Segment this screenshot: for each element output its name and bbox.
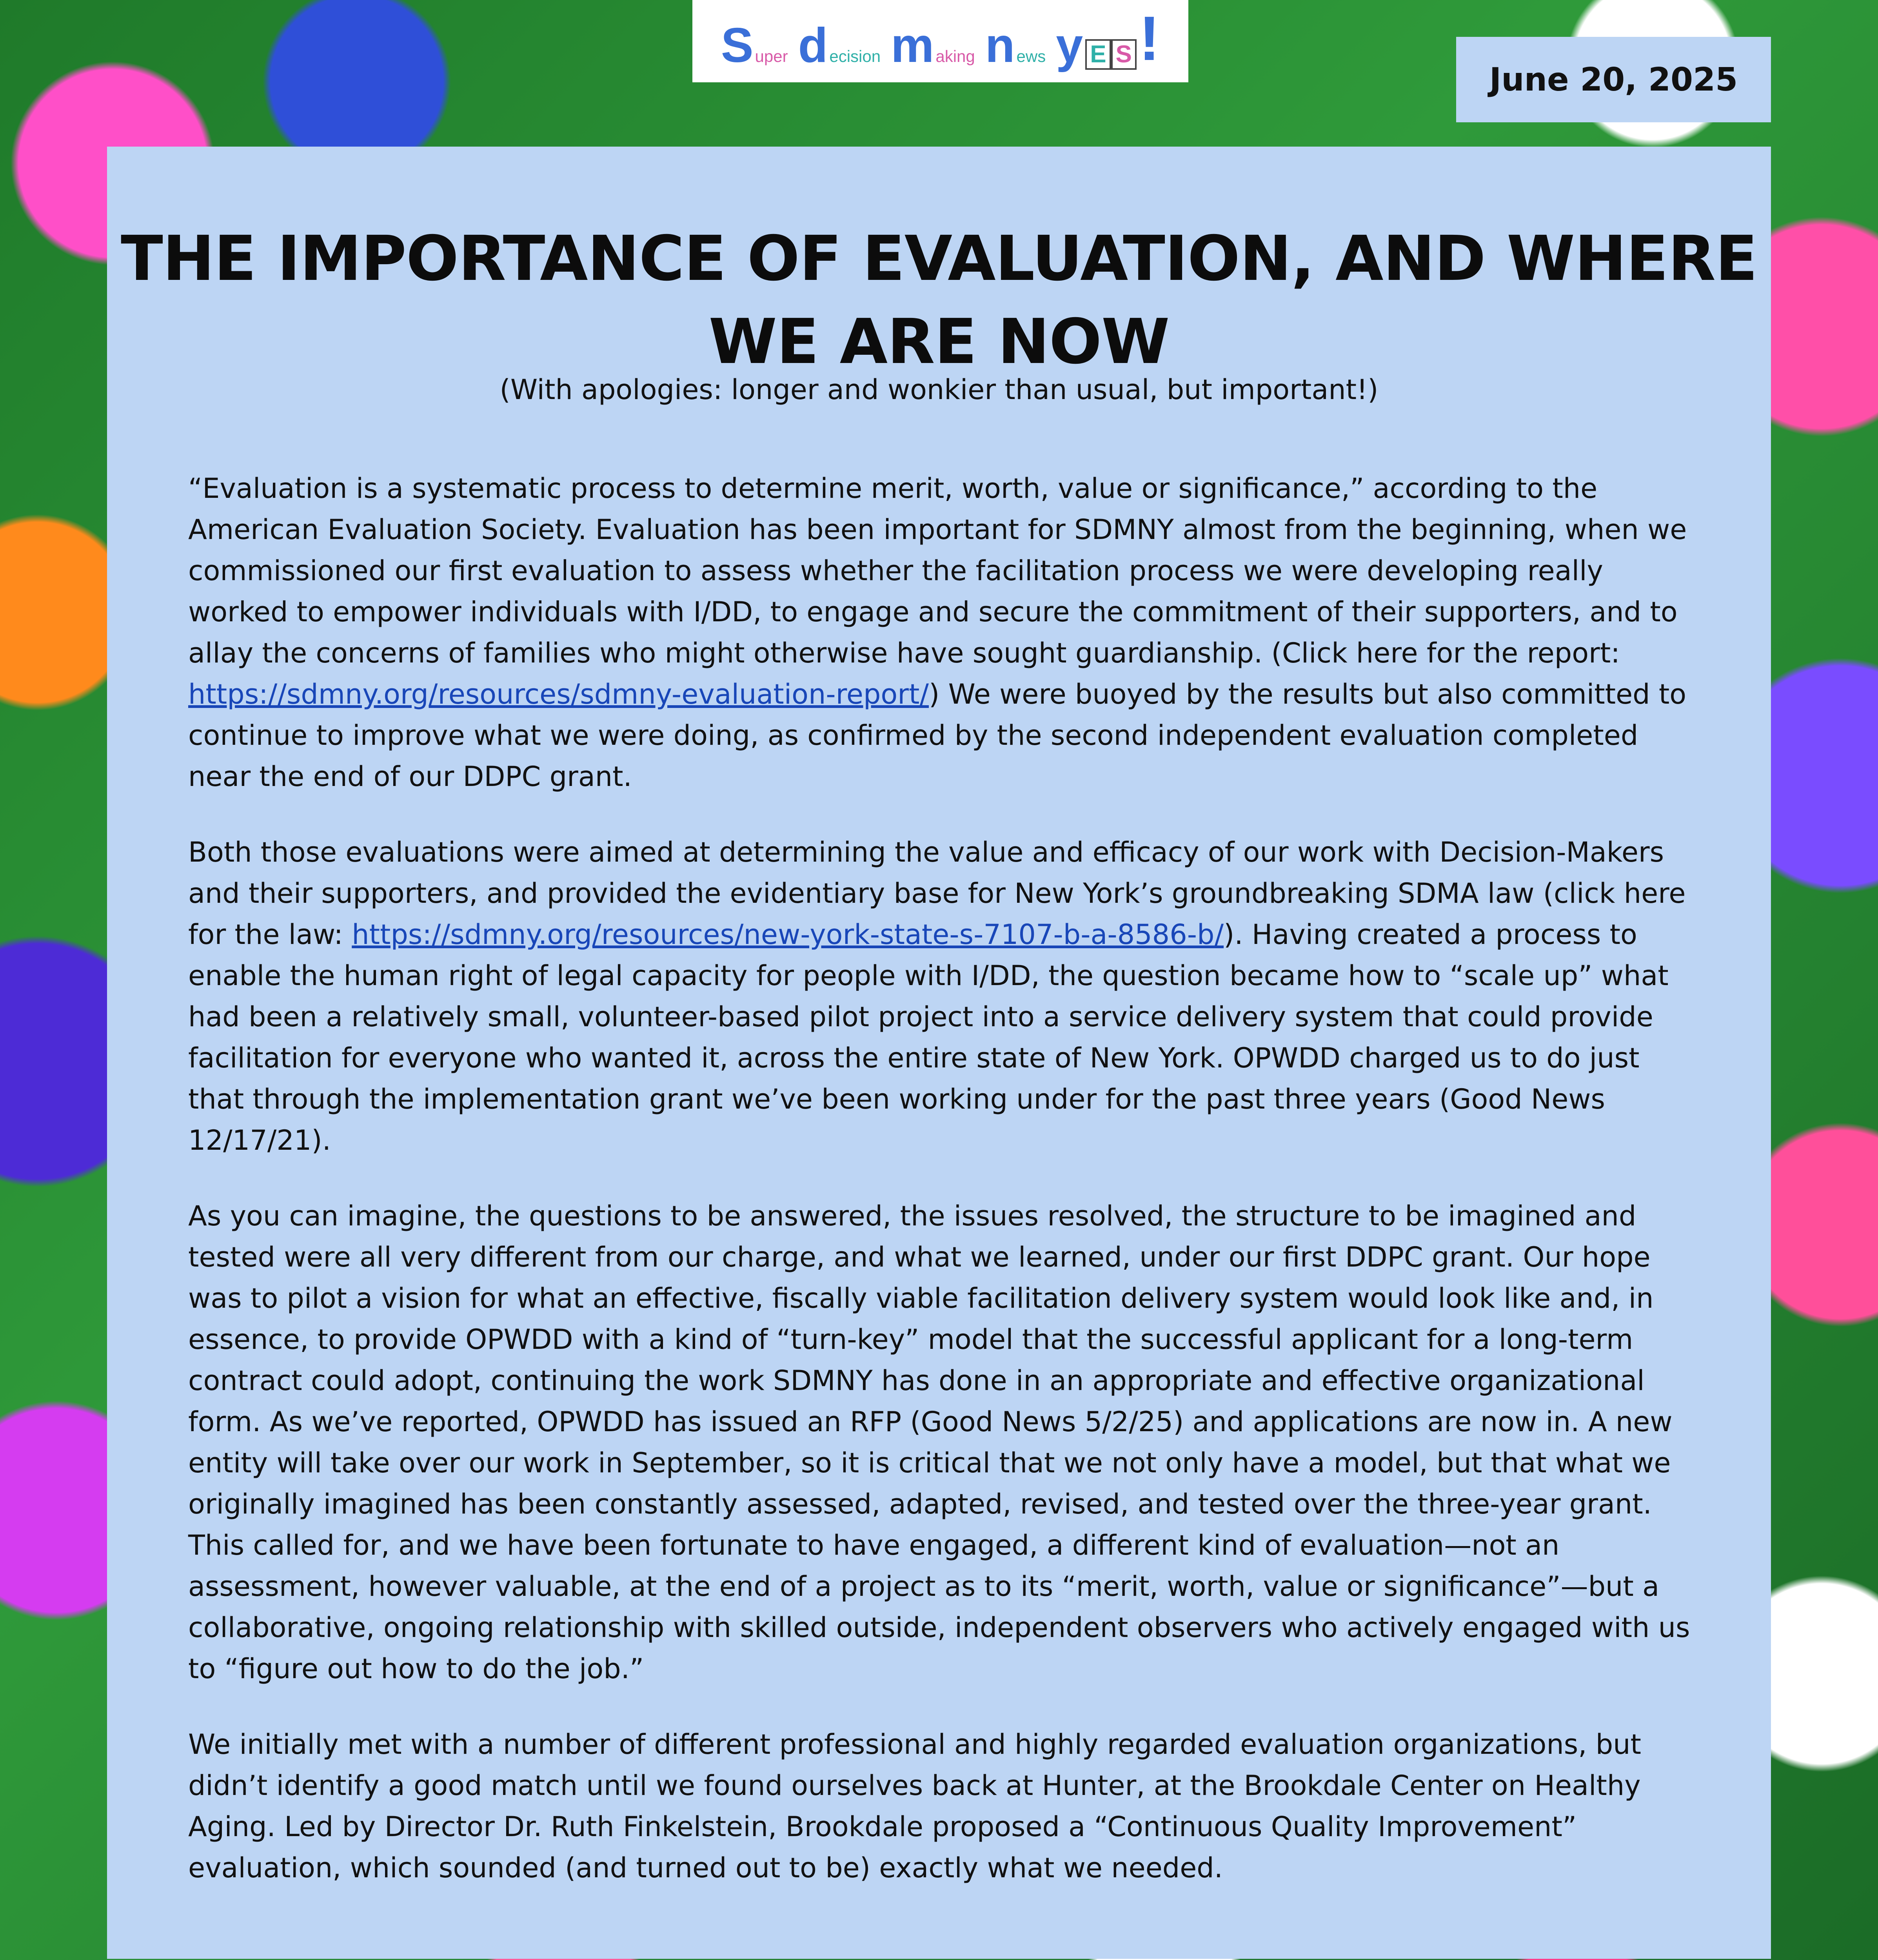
sdma-law-link[interactable]: https://sdmny.org/resources/new-york-state-s-7107-b-a-8586-b/ bbox=[352, 918, 1224, 951]
masthead-word-decision bbox=[798, 18, 881, 73]
evaluation-report-link[interactable]: https://sdmny.org/resources/sdmny-evaluation-report/ bbox=[188, 678, 929, 710]
masthead-suffix: ecision bbox=[829, 47, 881, 65]
paragraph-1-text-a: “Evaluation is a systematic process to determine merit, worth, value or significance,” according to the American Evaluation Society. Evaluation has been important for SDMNY almost from the beginning, when we commissioned our first evaluation to assess whether the facilitation process we were developing really worked to empower individuals with I/DD, to engage and secure the commitment of their supporters, and to allay the concerns of families who might otherwise have sought guardianship. (Click here for the report: bbox=[188, 472, 1687, 669]
masthead-letter: d bbox=[798, 18, 828, 73]
article-body bbox=[188, 468, 1694, 1923]
paragraph-4: We initially met with a number of different professional and highly regarded evaluation organizations, but didn’t identify a good match until we found ourselves back at Hunter, at the Brookdale Center on Healthy Aging. Led by Director Dr. Ruth Finkelstein, Brookdale proposed a “Continuous Quality Improvement” evaluation, which sounded (and turned out to be) exactly what we needed. bbox=[188, 1728, 1641, 1884]
paragraph-2-text-b: ). Having created a process to enable the human right of legal capacity for people with I/DD, the question became how to “scale up” what had been a relatively small, volunteer-based pilot project into a service delivery system that could provide facilitation for everyone who wanted it, across the entire state of New York. OPWDD charged us to do just that through the implementation grant we’ve been working under for the past three years (Good News 12/17/21). bbox=[188, 918, 1669, 1156]
article-title: THE IMPORTANCE OF EVALUATION, AND WHERE WE ARE NOW bbox=[121, 223, 1757, 378]
masthead-suffix: ews bbox=[1016, 47, 1046, 65]
masthead-letter: m bbox=[891, 18, 934, 73]
masthead-word-making bbox=[891, 18, 975, 73]
paragraph-2-text-a: Both those evaluations were aimed at determining the value and efficacy of our work with Decision-Makers and their supporters, and provided the evidentiary base for New York’s groundbreaking SDMA law (click here for the law: bbox=[188, 836, 1686, 951]
masthead-letter: S bbox=[721, 18, 754, 73]
masthead-suffix: uper bbox=[755, 47, 788, 65]
paragraph-1 bbox=[188, 468, 1694, 797]
masthead-letter: n bbox=[985, 18, 1015, 73]
paragraph-2 bbox=[188, 832, 1694, 1161]
masthead-yes-s: S bbox=[1111, 39, 1137, 70]
paragraph-1-text-b: ) We were buoyed by the results but also committed to continue to improve what we were doing, as confirmed by the second independent evaluation completed near the end of our DDPC grant. bbox=[188, 678, 1687, 793]
article-subtitle: (With apologies: longer and wonkier than usual, but important!) bbox=[499, 374, 1379, 406]
article-panel bbox=[107, 147, 1771, 1959]
masthead-yes-e: E bbox=[1085, 39, 1111, 70]
masthead-word-super bbox=[721, 18, 788, 73]
masthead-yes-bang: ! bbox=[1139, 3, 1160, 73]
masthead-yes bbox=[1056, 3, 1160, 73]
issue-date bbox=[1456, 37, 1771, 122]
paragraph-3: As you can imagine, the questions to be answered, the issues resolved, the structure to be imagined and tested were all very different from our charge, and what we learned, under our first DDPC grant. Our hope was to pilot a vision for what an effective, fiscally viable facilitation delivery system would look like and, in essence, to provide OPWDD with a kind of “turn-key” model that the successful applicant for a long-term contract could adopt, continuing the work SDMNY has done in an appropriate and effective organizational form. As we’ve reported, OPWDD has issued an RFP (Good News 5/2/25) and applications are now in. A new entity will take over our work in September, so it is critical that we not only have a model, but that what we originally imagined has been constantly assessed, adapted, revised, and tested over the three-year grant. This called for, and we have been fortunate to have engaged, a different kind of evaluation—not an assessment, however valuable, at the end of a project as to its “merit, worth, value or significance”—but a collaborative, ongoing relationship with skilled outside, independent observers who actively engaged with us to “figure out how to do the job.” bbox=[188, 1200, 1690, 1685]
masthead-logo bbox=[692, 0, 1188, 82]
issue-date-text: June 20, 2025 bbox=[1489, 61, 1738, 98]
masthead-suffix: aking bbox=[935, 47, 975, 65]
masthead-word-news bbox=[985, 18, 1046, 73]
masthead-yes-y: y bbox=[1056, 18, 1083, 73]
